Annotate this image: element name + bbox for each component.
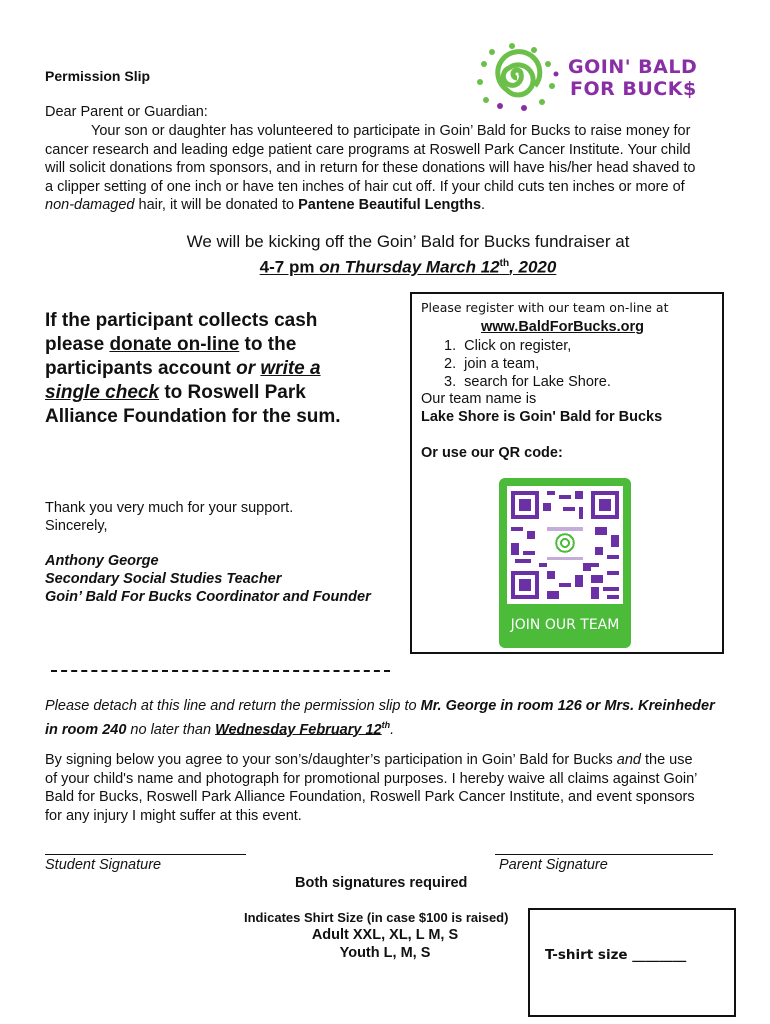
consent-paragraph: By signing below you agree to your son’s/daughter’s participation in Goin’ Bald for Bucks and the use of your child's name and photograph for promotional purposes. I hereby waive all claims against Goin’ Bald for Bucks, Roswell Park Alliance Foundation, Roswell Park Cancer Institute, and event sponsors for any injury I might suffer at this event. — [45, 752, 698, 824]
parent-signature-line[interactable] — [495, 854, 713, 855]
register-url-link[interactable]: www.BaldForBucks.org — [481, 319, 645, 335]
cash-instructions: If the participant collects cash please donate on-line to the participants account or write a single check to Roswell Park Alliance Foundation for the sum. — [45, 310, 341, 427]
detach-instructions: Please detach at this line and return the permission slip to Mr. George in room 126 or Mrs. Kreinheder in room 240 no later than Wednesday February 12th. — [45, 698, 715, 738]
register-steps: 1. Click on register, 2. join a team, 3. search for Lake Shore. — [444, 338, 611, 390]
salutation: Dear Parent or Guardian: — [45, 104, 208, 120]
join-our-team-button[interactable]: JOIN OUR TEAM — [510, 617, 620, 633]
team-name: Lake Shore is Goin' Bald for Bucks — [421, 409, 663, 425]
intro-paragraph: Your son or daughter has volunteered to participate in Goin’ Bald for Bucks to raise money for cancer research and leading edge patient care programs at Roswell Park Cancer Institute. Your child will solicit donations from sponsors, and in return for these donations will have his/her head shaved to a clipper setting of one inch or have ten inches of hair cut off. If your child cuts ten inches or more of non-damaged hair, it will be donated to Pantene Beautiful Lengths. — [45, 123, 696, 213]
shirt-size-note: Indicates Shirt Size (in case $100 is raised) — [244, 910, 509, 925]
student-signature-label: Student Signature — [45, 857, 162, 873]
logo-text: GOIN' BALD FOR BUCK$ — [568, 56, 698, 100]
qr-label: Or use our QR code: — [421, 445, 563, 461]
detach-line — [51, 670, 390, 672]
register-intro: Please register with our team on-line at — [421, 300, 669, 315]
student-signature-line[interactable] — [45, 854, 246, 855]
qr-code-icon[interactable] — [507, 486, 623, 604]
closing-text: Thank you very much for your support. Sincerely, — [45, 500, 294, 534]
tshirt-size-field[interactable]: T-shirt size ________ — [545, 947, 687, 963]
shirt-sizes: Adult XXL, XL, L M, S Youth L, M, S — [311, 927, 459, 961]
team-label: Our team name is — [421, 391, 537, 407]
signatures-required: Both signatures required — [295, 875, 468, 891]
kickoff-announcement: We will be kicking off the Goin’ Bald for Bucks fundraiser at 4-7 pm on Thursday March 12th, 2020 — [186, 232, 630, 277]
page-title: Permission Slip — [45, 68, 151, 84]
signer-block: Anthony George Secondary Social Studies Teacher Goin’ Bald For Bucks Coordinator and Founder — [45, 553, 371, 605]
parent-signature-label: Parent Signature — [499, 857, 608, 873]
